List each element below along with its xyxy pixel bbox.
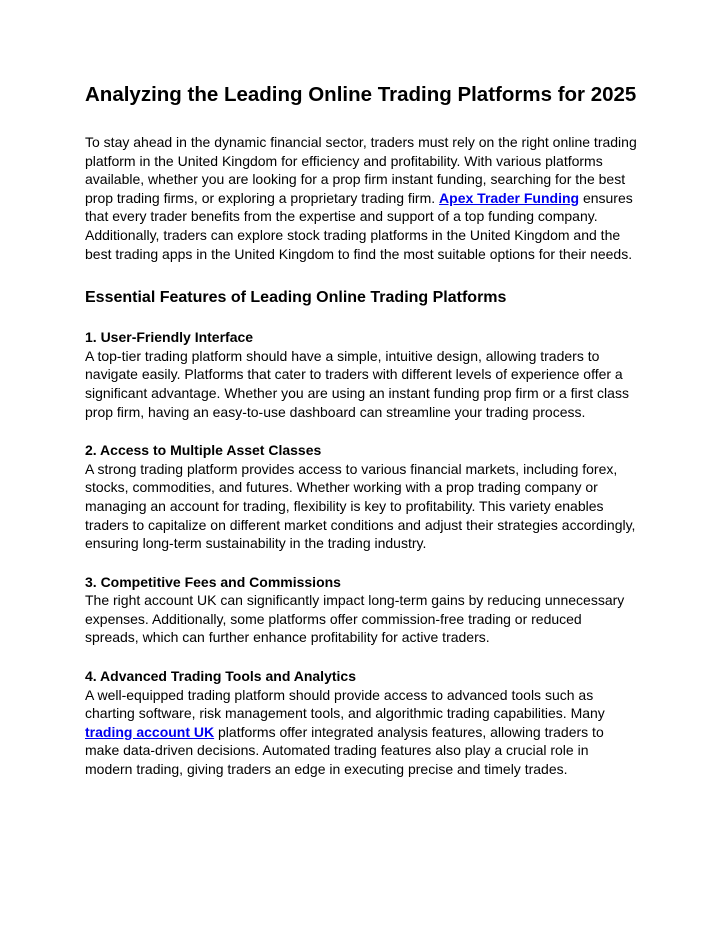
trading-account-uk-link[interactable]: trading account UK [85, 723, 215, 740]
section-asset-classes [85, 441, 637, 553]
section-title: 3. Competitive Fees and Commissions [85, 573, 341, 590]
apex-trader-funding-link[interactable]: Apex Trader Funding [439, 189, 580, 206]
section-body: A strong trading platform provides access to various financial markets, including forex, stocks, commodities, and futures. Whether working with a prop trading company or managing an account for trading, flexibility is key to profitability. This variety enables traders to capitalize on different market conditions and adjust their strategies accordingly, ensuring long-term sustainability in the trading industry. [85, 460, 636, 552]
intro-text-before-link: To stay ahead in the dynamic financial sector, traders must rely on the right online trading platform in the United Kingdom for efficiency and profitability. With various platforms available, whether you are looking for a prop firm instant funding, searching for the best prop trading firms, or exploring a proprietary trading firm. [85, 134, 637, 206]
intro-text-after-link: ensures that every trader benefits from the expertise and support of a top funding company. Additionally, traders can explore stock trading platforms in the United Kingdom and the best trading apps in the United Kingdom to find the most suitable options for their needs. [85, 189, 633, 262]
features-heading: Essential Features of Leading Online Trading Platforms [85, 289, 507, 307]
section-tools [85, 667, 637, 779]
document-page [85, 80, 637, 799]
section-body: The right account UK can significantly impact long-term gains by reducing unnecessary expenses. Additionally, some platforms offer commission-free trading or reduced spreads, which can further enhance profitability for active traders. [85, 592, 625, 646]
section-text-after-link: platforms offer integrated analysis features, allowing traders to make data-driven decisions. Automated trading features also play a crucial role in modern trading, giving traders an edge in executing precise and timely trades. [85, 723, 604, 778]
section-body [85, 686, 637, 779]
section-title: 1. User-Friendly Interface [85, 329, 254, 346]
section-body: A top-tier trading platform should have a simple, intuitive design, allowing traders to navigate easily. Platforms that cater to traders with different levels of experience offer a significant advantage. Whether you are using an instant funding prop firm or a first class prop firm, having an easy-to-use dashboard can streamline your trading process. [85, 347, 629, 420]
section-title: 4. Advanced Trading Tools and Analytics [85, 668, 356, 685]
section-text-before-link: A well-equipped trading platform should provide access to advanced tools such as charting software, risk management tools, and algorithmic trading capabilities. Many [85, 686, 605, 722]
section-user-friendly [85, 328, 637, 421]
page-title: Analyzing the Leading Online Trading Platforms for 2025 [85, 83, 637, 106]
intro-paragraph [85, 133, 637, 263]
section-title: 2. Access to Multiple Asset Classes [85, 442, 322, 459]
section-fees [85, 573, 637, 647]
